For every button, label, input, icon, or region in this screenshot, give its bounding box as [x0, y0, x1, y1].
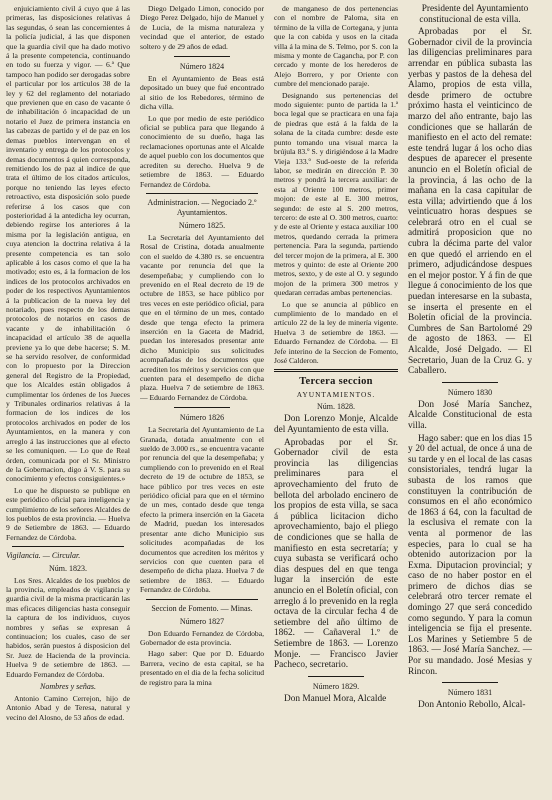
paragraph: Los Sres. Alcaldes de los pueblos de la provincia, empleados de vigilancia y guardia civil de la misma practicarán las mas eficaces diligencias hasta conseguir la captura de los individuos, cuyos nombres y señas se expresan á continuacion; los cuales, caso de ser habidos, serán puestos á disposicion del Sr. Juez de Hacienda de la provincia. Huelva 9 de setiembre de 1863. — Eduardo Fernandez de Córdoba. [6, 575, 130, 679]
section-heading: Administracion. — Negociado 2.º Ayuntamientos. [147, 197, 257, 217]
paragraph: Designando sus pertenencias del modo siguiente: punto de partida la 1.ª boca legal que se practicara en una faja de piedras que está á la falda de la solana de la citada cumbre: desde este punto tomando una visual marca la brújula 83.º S. y dirigiéndose á la Madre Vieja 133.º Sud-oeste de la referida labor, se medirán en dirección P. 30 metros y pondrá la tercera auxiliar: de esta al Oriente 100 metros, primer mojon: de este al E. 300 metros, segundo: de este al S. 200 metros, tercero: de este al O. 300 metros, cuarto: y de este al Oriente y estaca auxiliar 100 metros, quedando cerrada la primera pertenencia. Para la segunda, partiendo del tercer mojon de la primera, al E. 300 metros y quinto: de este al Oriente 200 metros, sexto, y de este al O. y segundo mojon de la primera 300 metros y quedaran cerradas ambas pertenencias. [274, 90, 398, 298]
notice-number: Número 1829. [312, 681, 360, 691]
paragraph: Don Manuel Mora, Alcalde [284, 693, 387, 704]
column-4 [408, 4, 532, 800]
notice-number: Número 1827 [179, 616, 225, 626]
paragraph: Don Lorenzo Monje, Alcalde del Ayuntamiento de esta villa. [274, 414, 398, 436]
paragraph: Lo que se anuncia al público en cumplimiento de lo mandado en el artículo 22 de la ley de minería vigente. Huelva 3 de setiembre de 1863. — Eduardo Fernandez de Córdoba. — El Jefe interino de la Seccion de Fomento, José Calderon. [274, 299, 398, 366]
paragraph: Antonio Camino Cerrejon, hijo de Antonio Abad y de Teresa, natural y vecino del Alosno, de 53 años de edad. [6, 694, 130, 722]
notice-number: Número 1826 [179, 413, 225, 423]
divider [146, 599, 258, 600]
column-3 [274, 4, 398, 800]
divider [442, 682, 498, 683]
paragraph: La Secretaría del Ayuntamiento de La Granada, dotada anualmente con el sueldo de 3.000 rs., se encuentra vacante por renuncia del que la desempeñaba; y cumpliendo con lo prevenido en el Real decreto de 19 de octubre de 1853, se hace público por tres veces en este periódico oficial para que en el término de un mes, contado desde que tenga efecto la primera inserción en la Gaceta de Madrid, puedan los interesados presentar ante dicho Municipio sus solicitudes acompañadas de los documentos que acrediten los méritos y servicios con que cuenten para el desempeño de dicha plaza. Huelva 7 de setiembre de 1863. — Eduardo Fernandez de Córdoba. [140, 425, 264, 595]
section-subtitle: AYUNTAMIENTOS. [296, 390, 376, 400]
paragraph: La Secretaría del Ayuntamiento del Rosal de Cristina, dotada anualmente con el sueldo de 4.380 rs. se encuentra vacante por renuncia del que la desempeñaba; y cumpliendo con lo prevenido en el Real decreto de 19 de octubre de 1853, se hace público por tres veces en este periódico oficial, para que en el término de un mes, contado desde que tenga efecto la primera inserción en la Gaceta de Madrid, puedan los interesados presentar ante dicho Municipio sus solicitudes acompañadas de los documentos que acrediten los méritos y servicios con que cuenten para el desempeño de dicha plaza. Huelva 7 de setiembre de 1863. — Eduardo Fernandez de Córdoba. [140, 232, 264, 402]
section-heading: Nombres y señas. [40, 682, 96, 692]
notice-number: Núm. 1823. [49, 563, 87, 573]
divider [12, 546, 124, 547]
paragraph: de manganeso de dos pertenencias con el nombre de Paloma, sita en término de la villa de Cortegana, y junta que la con cabida y usos en la citada villa á la mina de S. Telmo, por S. con la misma y monte de Cagancha, por P. con cercado y monte de los herederos de Alejo Borrero, y por Oriente con cumbre del mencionado paraje. [274, 4, 398, 89]
divider [174, 407, 230, 408]
paragraph: Aprobadas por el Sr. Gobernador civil de esta provincia las diligencias preliminares para el aprovechamiento del fruto de bellota del arbolado encinero de los propios de esta villa, se saca á pública licitacion dicho aprovechamiento, bajo el pliego de condiciones que se halla de manifiesto en esta secretaría; y cuya subasta se verificará ocho dias despues del en que tenga lugar la inserción de este anuncio en el Boletín oficial, con arreglo á lo prevenido en la regla octava de la circular fecha 4 de setiembre del año último de 1862. — Cañaveral 1.º de Setiembre de 1863. — Lorenzo Monje. — Francisco Javier Pacheco, secretario. [274, 437, 398, 671]
divider [274, 369, 398, 372]
column-2 [140, 4, 264, 800]
paragraph: Hago saber: Que por D. Eduardo Barrera, vecino de esta capital, se ha presentado en el dia de la fecha solicitud de registro para la mina [140, 649, 264, 687]
paragraph: Aprobadas por el Sr. Gobernador civil de la provincia las diligencias preliminares para arrendar en pública subasta las yerbas y pastos de la dehesa del Alamo, propios de esta villa, desde primero de octubre próximo hasta el veinticinco de marzo del año entrante, bajo las condiciones que se hallarán de manifiesto en el acto del remate: este tendrá lugar á los ocho dias despues de aparecer el presente anuncio en el Boletín oficial de la provincia, á las ocho de la mañana en la casa capitular de esta villa; advirtiendo que á los veinticuatro horas despues se celebrará otro en el cual se admitirá proposicion que no cubra la décima parte del valor en que quedó el arriendo en el primero, adjudicándose despues en el mejor postor. Y á fin de que llegue á conocimiento de los que puedan interesarse en la subasta, se inserta el presente en el Boletín oficial de la provincia. Cumbres de San Bartolomé 29 de agosto de 1863. — El Alcalde, José Delgado. — El Secretario, Juan de la Cruz G. y Caballero. [408, 27, 532, 377]
paragraph: Don José María Sanchez, Alcalde Constitucional de esta villa. [408, 399, 532, 431]
notice-number: Núm. 1828. [317, 402, 355, 412]
section-heading: Vigilancia. — Circular. [6, 551, 81, 561]
notice-number: Número 1824 [179, 62, 225, 72]
column-1 [6, 4, 130, 800]
divider [146, 193, 258, 194]
notice-number: Número 1825. [178, 220, 226, 230]
divider [308, 676, 364, 677]
section-title: Tercera seccion [299, 376, 373, 388]
paragraph: Don Antonio Rebollo, Alcal- [418, 700, 526, 711]
paragraph: Hago saber: que en los dias 15 y 20 del actual, de once á una de su tarde y en el local de las casas consistoriales, tendrá lugar la subasta de los ramos que constituyen la contribución de consumos en el año económico de 1863 á 64, con la facultad de la esclusiva el remate con la venta al pormenor de las especies, para lo cual se ha obtenido autorizacion por la Exma. Diputacion provincial; y caso de no haber postor en el primero de dichos dias se celebrará otro tercer remate el domingo 27 que será concedido como segundo. Y para la comun inteligencia se fija el presente. Los Marines y Setiembre 5 de 1863. — José María Sanchez. — Por su mandado. José Mesias y Rincon. [408, 433, 532, 677]
divider [174, 56, 230, 57]
paragraph: enjuiciamiento civil á cuyo que á las primeras, las disposiciones relativas á las segundas, ó sean las concernientes á la policía judicial, á las que disponen que la guardia civil que ha dado motivo á la presente competencia, continuando en todo su fuerza y vigor. — 6.ª Que tampoco han podido ser derogadas sobre el particular por los artículos 38 de la ley y 62 del reglamento del notariado que previenen que en caso de vacante ó de inhabilitación ó incapacidad de un notario el Juez de primera instancia en las cabezas de partido y el de paz en los demas pueblos intervengan en el inventario y entrega de los protocolos y demas documentos á quien corresponda, remitiendo los de paz al indice de que trata el último de los citados artículos, porque no teniendo las leyes efecto retroactivo, esta disposición solo puede referirse á los casos que con posterioridad á la antedicha ley ocurran, debiendo regirse los anteriores á la misma por la legislación antigua, en cuya atencion la doctrina relativa á la presente competencia es tan solo aplicable á los casos como el que la ha motivado; esto es, á la formacion de los indices de los protocolos archivados en poder de los respectivos Ayuntamientos á la publicacion de la nueva ley del notariado, pues respecto de los demas protocolos de notarios en casos de vacante y de inhabilitación ó incapacidad el artículo 38 de aquella previene ya lo que debe hacerse; S. M. se ha servido resolver, de conformidad con lo propuesto por la Direccion general del Registro de la Propiedad, que los Alcaldes están obligados á cumplimentar los órdenes de los Jueces y Tribunales ordinarios relativas á la formacion de los indices de los protocolos archivados en poder de los Ayuntamientos, en la manera y con arreglo á las instrucciones que al efecto se les comuniquen. — Lo que de Real órden, comunicada por el Sr. Ministro de la Gobernacion, digo á V. S. para su conocimiento y efectos consiguientes.» [6, 4, 130, 484]
paragraph: Presidente del Ayuntamiento constitucional de esta villa. [419, 4, 529, 25]
notice-number: Número 1831 [447, 688, 493, 698]
paragraph: Diego Delgado Limon, conocido por Diego Perez Delgado, hijo de Manuel y de Lucia, de la misma naturaleza y vecindad que el anterior, de estado soltero y de 29 años de edad. [140, 4, 264, 51]
paragraph: Don Eduardo Fernandez de Córdoba, Gobernador de esta provincia. [140, 628, 264, 647]
divider [442, 382, 498, 383]
section-heading: Seccion de Fomento. — Minas. [151, 603, 253, 613]
paragraph: Lo que he dispuesto se publique en este periódico oficial para inteligencia y cumplimiento de los señores Alcaldes de los pueblos de esta provincia. — Huelva 9 de Setiembre de 1863. — Eduardo Fernandez de Córdoba. [6, 485, 130, 542]
notice-number: Número 1830 [447, 387, 493, 397]
paragraph: Lo que por medio de este periódico oficial se publica para que llegando á conocimiento de su dueño, haga las reclamaciones oportunas ante el Alcalde de aquel pueblo con los documentos que acrediten su derecho. Huelva 9 de setiembre de 1863. — Eduardo Fernandez de Córdoba. [140, 113, 264, 189]
paragraph: En el Ayuntamiento de Beas está depositado un buey que fué encontrado al sitio de los Rebedores, término de dicha villa. [140, 74, 264, 112]
